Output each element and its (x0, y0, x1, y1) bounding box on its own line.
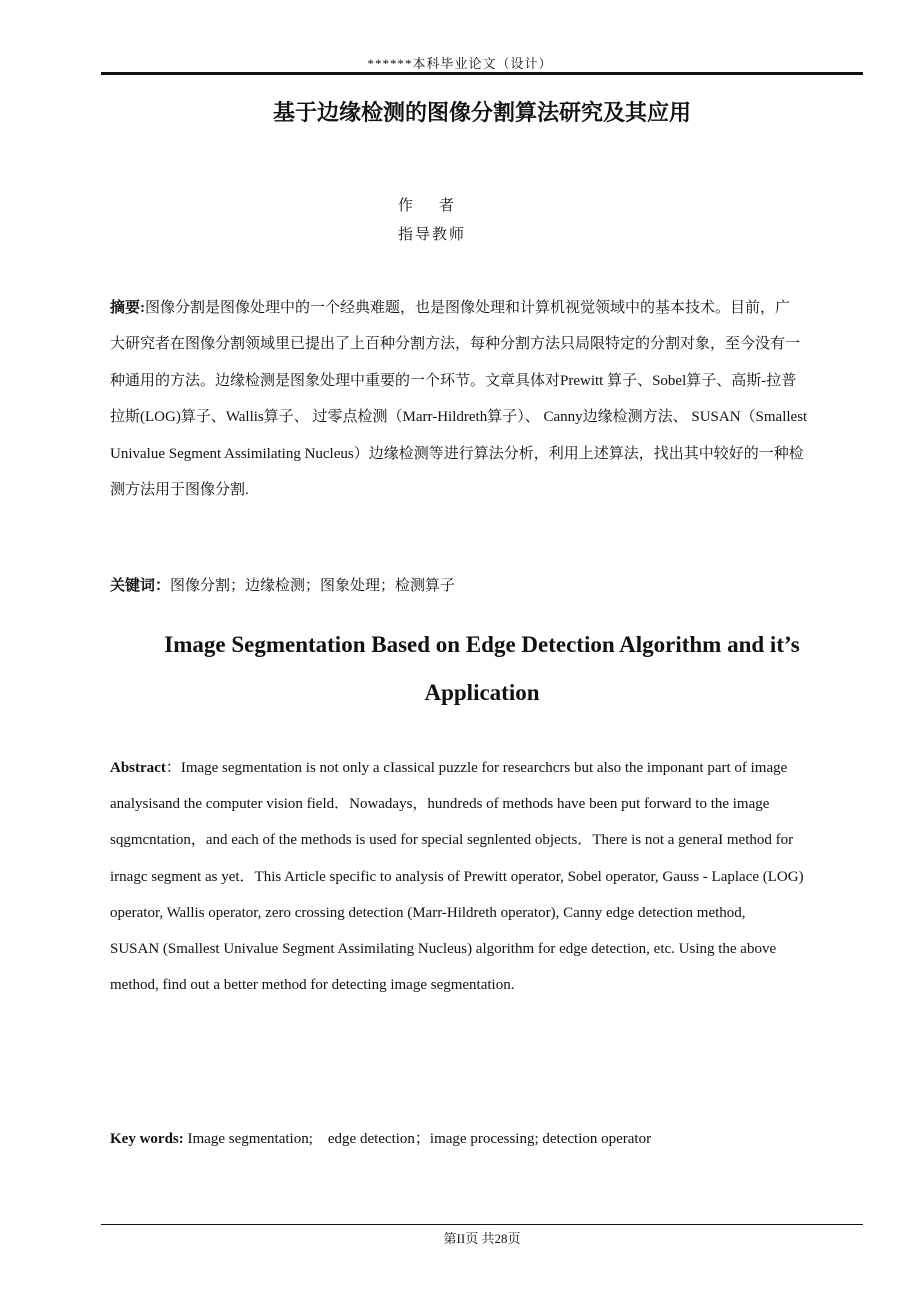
advisor-label: 指导教师 (398, 227, 467, 243)
abstract-cn-text: 图像分割是图像处理中的一个经典难题，也是图像处理和计算机视觉领域中的基本技术。目前，广 (145, 300, 791, 316)
page-footer: 第II页 共28页 (443, 1231, 521, 1246)
abstract-cn-line (110, 290, 870, 326)
abstract-en-line: method, find out a better method for detecting image segmentation. (110, 977, 515, 994)
keywords-en-text: Image segmentation; edge detection；image processing; detection operator (183, 1131, 652, 1147)
abstract-en-line: operator, Wallis operator, zero crossing detection (Marr-Hildreth operator), Canny edge detection method, (110, 904, 746, 921)
keywords-cn-label: 关键词： (110, 578, 171, 594)
keywords-cn (110, 574, 455, 595)
abstract-en-line: sqgmcntation，and each of the methods is used for special segnlented objects．There is not a generaI method for (110, 832, 794, 849)
abstract-en-line: analysisand the computer vision field．Nowadays，hundreds of methods have been put forward to the image (110, 796, 770, 813)
abstract-en-line: SUSAN (Smallest Univalue Segment Assimilating Nucleus) algorithm for edge detection, etc. Using the above (110, 941, 777, 958)
abstract-en (110, 750, 870, 1003)
header-rule (101, 72, 863, 75)
page-header: ******本科毕业论文（设计） (367, 56, 553, 71)
abstract-en-text: ：Image segmentation is not only a cIassical puzzle for researchcrs but also the imponant part of image (165, 760, 788, 776)
footer-rule (101, 1224, 863, 1225)
abstract-en-label: Abstract (110, 760, 166, 776)
abstract-cn-line: 测方法用于图像分割. (110, 482, 249, 499)
paper-title-en-line1: Image Segmentation Based on Edge Detection Algorithm and it’s (164, 632, 800, 657)
abstract-cn-line: 大研究者在图像分割领域里已提出了上百种分割方法，每种分割方法只局限特定的分割对象，至今没有一 (110, 336, 801, 353)
abstract-cn (110, 290, 870, 508)
paper-title-en-line2: Application (424, 680, 540, 705)
abstract-en-line: irnagc segment as yet．This Article specific to analysis of Prewitt operator, Sobel operator, Gauss - Laplace (LOG) (110, 868, 804, 885)
abstract-en-line (110, 750, 870, 786)
keywords-en-label: Key words: (110, 1131, 184, 1147)
keywords-en (110, 1127, 651, 1148)
author-label: 作者 (398, 198, 481, 214)
abstract-cn-line: 种通用的方法。边缘检测是图象处理中重要的一个环节。文章具体对Prewitt 算子、Sobel算子、高斯-拉普 (110, 372, 797, 389)
abstract-cn-line: Univalue Segment Assimilating Nucleus）边缘检测等进行算法分析，利用上述算法，找出其中较好的一种检 (110, 445, 804, 462)
abstract-cn-label: 摘要: (110, 300, 145, 316)
abstract-cn-line: 拉斯(LOG)算子、Wallis算子、 过零点检测（Marr-Hildreth算子）、 Canny边缘检测方法、 SUSAN（Smallest (110, 409, 808, 426)
author-block (398, 192, 480, 250)
paper-title-cn: 基于边缘检测的图像分割算法研究及其应用 (272, 101, 691, 126)
keywords-cn-text: 图像分割；边缘检测；图象处理；检测算子 (170, 578, 456, 594)
